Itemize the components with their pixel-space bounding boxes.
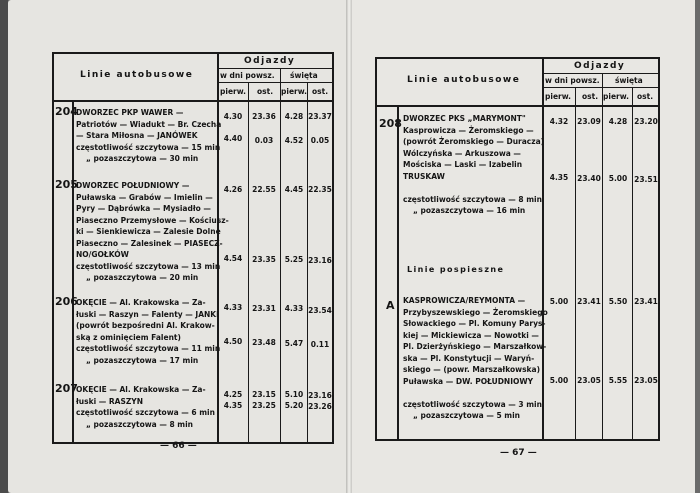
route-line: częstotliwość szczytowa — 3 min [403,399,542,409]
route-line: częstotliwość szczytowa — 13 min [76,261,221,271]
route-line: ki — Sienkiewicza — Zalesie Dolne [76,227,221,236]
header-sub: ost. [312,87,329,96]
time-cell: 4.52 [284,136,304,145]
header-sub: pierw. [603,92,630,101]
route-line: (powrót Żeromskiego — Duracza) [403,137,545,146]
time-cell: 4.32 [549,117,569,126]
route-number: 205 [55,178,78,191]
time-cell: 4.30 [223,112,243,121]
time-cell: 23.16 [308,256,332,265]
time-cell: 4.28 [284,112,304,121]
time-cell: 23.54 [308,306,332,315]
header-odjazdy: Odjazdy [574,61,626,71]
time-cell: 23.48 [252,338,276,347]
time-cell: 4.25 [223,390,243,399]
header-holiday: święta [290,71,318,80]
route-line: częstotliwość szczytowa — 6 min [76,408,215,417]
route-number: A [386,299,395,312]
time-cell: 5.00 [549,376,569,385]
time-cell: 23.51 [634,175,658,184]
route-line [403,387,548,399]
time-cell: 4.33 [284,304,304,313]
header-sub: ost. [637,92,654,101]
page-number: — 67 — [500,448,537,458]
header-divider [54,100,332,102]
header-holiday: święta [615,76,643,85]
route-description [76,180,229,284]
route-number: 206 [55,295,78,308]
route-line: „ pozaszczytowa — 30 min [86,154,199,163]
row-divider [542,73,658,74]
route-line: DWORZEC PKS „MARYMONT" [403,114,526,123]
right-timetable [375,57,660,441]
route-line: „ pozaszczytowa — 5 min [413,411,521,420]
row-divider [542,87,658,88]
time-cell: 5.50 [608,297,628,306]
time-cell: 23.40 [577,174,601,183]
route-line: KASPROWICZA/REYMONTA — [403,296,526,305]
route-line: skiego — (powr. Marszałkowska) [403,365,541,374]
time-cell: 5.55 [608,376,628,385]
time-cell: 4.28 [608,117,628,126]
header-weekday: w dni powsz. [220,71,275,80]
route-line: Pyry — Dąbrówka — Mysiadło — [76,204,211,213]
header-title: Linie autobusowe [407,75,521,85]
col-divider [632,87,633,439]
route-number: 204 [55,105,78,118]
route-line [403,182,544,194]
route-description [76,107,221,165]
time-cell: 5.00 [608,174,628,183]
route-line: DWORZEC PKP WAWER — [76,108,184,117]
route-line: „ pozaszczytowa — 20 min [86,273,199,282]
book-spine [346,0,352,493]
time-cell: 23.25 [252,401,276,410]
row-divider [217,68,332,69]
col-divider [575,87,576,439]
time-cell: 5.47 [284,339,304,348]
time-cell: 4.50 [223,337,243,346]
time-cell: 4.26 [223,185,243,194]
route-line: kiej — Mickiewicza — Nowotki — [403,330,539,340]
time-cell: 0.11 [310,340,330,349]
left-timetable [52,52,334,444]
route-line: ską z ominięciem Falent) [76,332,181,342]
num-col-divider [397,107,399,439]
time-cell: 23.35 [252,255,276,264]
route-line: Piaseczno Przemysłowe — Kościusz- [76,215,229,225]
time-cell: 22.35 [308,185,332,194]
route-line: Kasprowicza — Żeromskiego — [403,125,534,135]
route-line: (powrót bezpośredni Al. Krakow- [76,321,215,330]
time-cell: 23.16 [308,391,332,400]
time-cell: 23.41 [577,297,601,306]
time-cell: 4.40 [223,134,243,143]
header-title: Linie autobusowe [80,70,194,80]
route-line: „ pozaszczytowa — 17 min [86,355,199,365]
route-line: DWORZEC POŁUDNIOWY — [76,181,190,190]
route-line: — Stara Miłosna — JANÓWEK [76,131,198,140]
time-cell: 23.05 [577,376,601,385]
route-line: łuski — Raszyn — Falenty — JANKI [76,309,219,319]
time-cell: 23.09 [577,117,601,126]
time-cell: 5.25 [284,255,304,264]
route-line: Puławska — DW. POŁUDNIOWY [403,376,534,386]
header-sub: pierw. [281,87,308,96]
header-odjazdy: Odjazdy [244,56,296,66]
route-line: OKĘCIE — Al. Krakowska — Za- [76,298,206,307]
route-line: częstotliwość szczytowa — 15 min [76,142,221,152]
time-cell: 0.03 [254,136,274,145]
header-sub: pierw. [220,87,247,96]
time-cell: 23.37 [308,112,332,121]
time-cell: 0.05 [310,136,330,145]
time-cell: 4.54 [223,254,243,263]
book-edge [0,0,8,493]
route-line: Piaseczno — Zalesinek — PIASECZ- [76,238,223,248]
time-cell: 23.26 [308,402,332,411]
route-line: Pl. Dzierżyńskiego — Marszałkow- [403,342,547,351]
time-cell: 5.20 [284,401,304,410]
route-line: NO/GOŁKÓW [76,250,129,259]
route-description [403,295,548,422]
row-divider [217,82,332,83]
route-line: łuski — RASZYN [76,396,143,406]
time-cell: 23.15 [252,390,276,399]
route-line: częstotliwość szczytowa — 11 min [76,344,221,353]
time-cell: 23.20 [634,117,658,126]
time-cell: 23.36 [252,112,276,121]
time-cell: 4.33 [223,303,243,312]
time-cell: 5.00 [549,297,569,306]
route-line: Słowackiego — Pl. Komuny Parys- [403,319,546,328]
route-description [76,297,220,366]
route-line: Mościska — Laski — Izabelin [403,160,523,169]
route-number: 207 [55,382,78,395]
route-line: Patriotów — Wiadukt — Br. Czecha [76,119,222,129]
route-line: OKĘCIE — Al. Krakowska — Za- [76,385,206,394]
route-line: „ pozaszczytowa — 16 min [413,206,526,215]
route-line: Przybyszewskiego — Żeromskiego [403,307,548,317]
time-cell: 4.35 [549,173,569,182]
header-weekday: w dni powsz. [545,76,600,85]
header-sub: ost. [257,87,274,96]
route-line: Puławska — Grabów — Imielin — [76,192,213,202]
route-line: „ pozaszczytowa — 8 min [86,419,194,429]
time-cell: 23.41 [634,297,658,306]
route-description [403,113,544,217]
header-divider [377,105,658,107]
page-number: — 66 — [160,441,197,451]
route-line: TRUSKAW [403,171,445,181]
col-divider [248,82,249,442]
header-sub: ost. [582,92,599,101]
time-cell: 4.45 [284,185,304,194]
section-title: Linie pospieszne [407,265,505,274]
time-cell: 5.10 [284,390,304,399]
time-cell: 22.55 [252,185,276,194]
header-sub: pierw. [545,92,572,101]
time-cell: 4.35 [223,401,243,410]
route-description [76,384,215,430]
route-line: Wólczyńska — Arkuszowa — [403,148,521,158]
route-line: ska — Pl. Konstytucji — Waryń- [403,353,535,363]
route-number: 208 [379,117,402,130]
route-line: częstotliwość szczytowa — 8 min [403,194,542,204]
time-cell: 23.31 [252,304,276,313]
time-cell: 23.05 [634,376,658,385]
